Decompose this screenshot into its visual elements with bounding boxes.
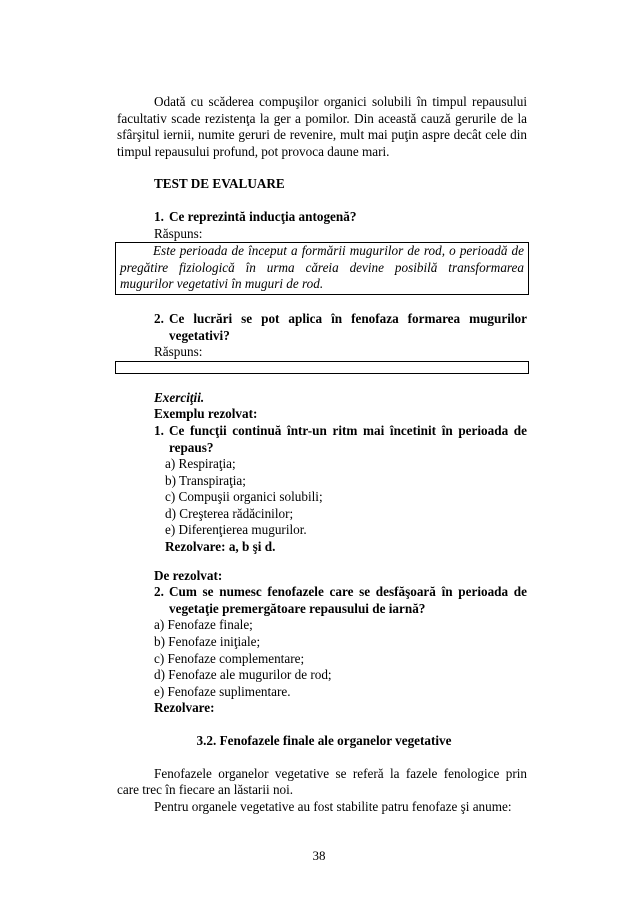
question-2-answer-label: Răspuns: xyxy=(154,344,203,360)
solved-option-d: d) Creşterea rădăcinilor; xyxy=(165,505,294,521)
test-heading: TEST DE EVALUARE xyxy=(154,176,285,192)
todo-option-a: a) Fenofaze finale; xyxy=(154,617,253,633)
solved-question-number: 1. xyxy=(154,422,164,438)
solved-question-text: Ce funcţii continuă într-un ritm mai încetinit în perioada de repaus? xyxy=(169,422,527,455)
todo-option-e: e) Fenofaze suplimentare. xyxy=(154,683,291,699)
question-2-text: Ce lucrări se pot aplica în fenofaza formarea mugurilor vegetativi? xyxy=(169,310,527,343)
solved-option-e: e) Diferenţierea mugurilor. xyxy=(165,522,307,538)
question-1-answer-label: Răspuns: xyxy=(154,225,203,241)
todo-question xyxy=(117,584,527,617)
solved-answer: Rezolvare: a, b şi d. xyxy=(165,539,276,555)
paragraph-1: Fenofazele organelor vegetative se referă la fazele fenologice prin care trec în fiecare an lăstarii noi. xyxy=(117,765,527,798)
todo-answer: Rezolvare: xyxy=(154,700,215,716)
question-1-number: 1. xyxy=(154,208,164,224)
solved-question xyxy=(117,423,527,456)
to-solve-label: De rezolvat: xyxy=(154,567,223,583)
todo-question-number: 2. xyxy=(154,584,164,600)
solved-option-a: a) Respiraţia; xyxy=(165,456,236,472)
solved-option-b: b) Transpiraţia; xyxy=(165,472,246,488)
todo-question-text: Cum se numesc fenofazele care se desfăşoară în perioada de vegetaţie premergătoare repausului de iarnă? xyxy=(169,584,527,616)
document-page xyxy=(117,94,527,815)
section-title: 3.2. Fenofazele finale ale organelor vegetative xyxy=(196,733,452,748)
question-2-answer-box[interactable] xyxy=(115,361,529,374)
question-1-answer-text: Este perioada de început a formării mugurilor de rod, o perioadă de pregătire fiziologică în urma căreia devine posibilă transformarea mugurilor vegetativi în muguri de rod. xyxy=(120,243,524,292)
todo-option-c: c) Fenofaze complementare; xyxy=(154,650,305,666)
solved-example-label: Exemplu rezolvat: xyxy=(154,406,258,422)
question-2 xyxy=(117,311,527,344)
exercises-heading: Exerciţii. xyxy=(154,389,205,405)
paragraph-2: Pentru organele vegetative au fost stabilite patru fenofaze şi anume: xyxy=(154,798,512,814)
intro-paragraph: Odată cu scăderea compuşilor organici solubili în timpul repausului facultativ scade rezistenţa la ger a pomilor. Din această cauză gerurile de la sfârşitul iernii, numite geruri de revenire, mult mai puţin aspre decât cele din timpul repausului profund, pot provoca daune mari. xyxy=(117,94,527,159)
page-number: 38 xyxy=(312,848,326,863)
todo-option-d: d) Fenofaze ale mugurilor de rod; xyxy=(154,667,332,683)
question-1-text: Ce reprezintă inducţia antogenă? xyxy=(169,208,357,224)
todo-option-b: b) Fenofaze iniţiale; xyxy=(154,634,261,650)
question-1 xyxy=(117,209,527,226)
question-1-answer-box xyxy=(115,242,529,295)
solved-option-c: c) Compuşii organici solubili; xyxy=(165,489,323,505)
question-2-number: 2. xyxy=(154,310,164,326)
